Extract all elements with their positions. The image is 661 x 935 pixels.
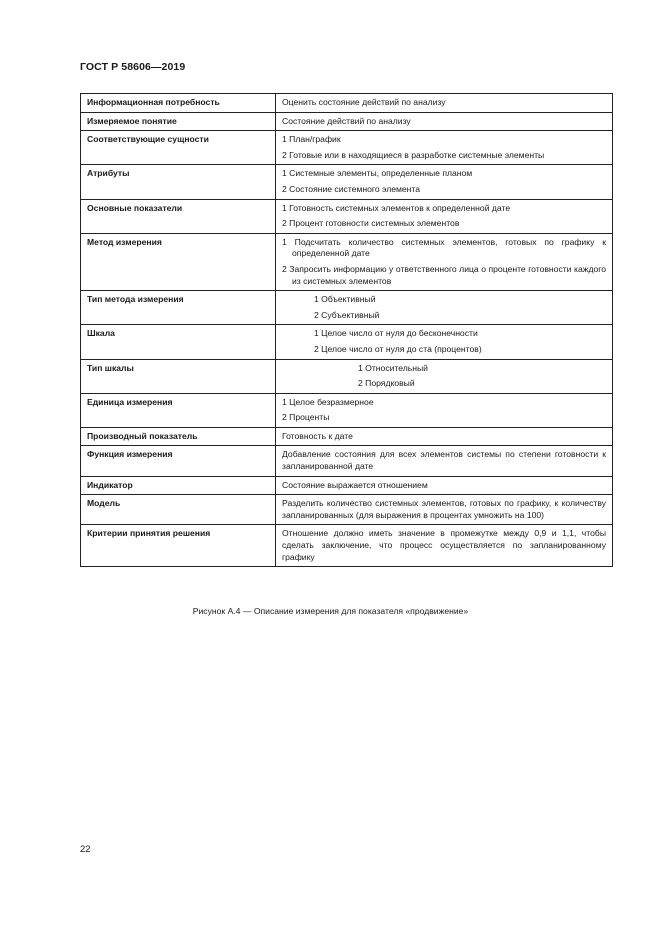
row-label: Критерии принятия решения xyxy=(81,525,276,567)
row-value-line: 2 Готовые или в находящиеся в разработке системные элементы xyxy=(282,149,545,160)
row-value-line: Состояние выражается отношением xyxy=(282,479,428,490)
row-value xyxy=(276,359,613,393)
row-value-line: 1 Объективный xyxy=(314,294,376,305)
row-value-line: 2 Состояние системного элемента xyxy=(282,183,421,194)
measurement-spec-table xyxy=(80,93,613,567)
row-value xyxy=(276,525,613,567)
row-value-line: 2 Запросить информацию у ответственного лица о проценте готовности каждого из системных элементов xyxy=(282,263,606,286)
table-row xyxy=(81,393,613,427)
row-value xyxy=(276,427,613,446)
row-value xyxy=(276,131,613,165)
table-row xyxy=(81,525,613,567)
row-label: Единица измерения xyxy=(81,393,276,427)
row-label: Информационная потребность xyxy=(81,94,276,113)
table-row xyxy=(81,94,613,113)
row-label: Модель xyxy=(81,495,276,525)
table-row xyxy=(81,199,613,233)
row-value-line: 1 Относительный xyxy=(358,362,428,373)
row-label: Тип шкалы xyxy=(81,359,276,393)
row-value-line: Оценить состояние действий по анализу xyxy=(282,97,446,107)
table-row xyxy=(81,325,613,359)
table-row xyxy=(81,233,613,290)
row-value-line: Готовность к дате xyxy=(282,430,353,441)
row-value-line: Отношение должно иметь значение в промежутке между 0,9 и 1,1, чтобы сделать заключение, что процесс осуществляется по запланированному графику xyxy=(282,528,606,562)
row-label: Шкала xyxy=(81,325,276,359)
row-label: Индикатор xyxy=(81,476,276,495)
row-value-line: 2 Проценты xyxy=(282,412,330,423)
row-label: Функция измерения xyxy=(81,446,276,476)
row-label: Тип метода измерения xyxy=(81,291,276,325)
row-value-line: Состояние действий по анализу xyxy=(282,115,411,126)
row-value xyxy=(276,393,613,427)
table-row xyxy=(81,446,613,476)
row-value-line: 1 Целое безразмерное xyxy=(282,396,374,407)
figure-caption: Рисунок А.4 — Описание измерения для показателя «продвижение» xyxy=(192,606,469,616)
row-value-line: 1 Целое число от нуля до бесконечности xyxy=(314,328,478,339)
row-value-line: 1 План/график xyxy=(282,134,341,145)
table-row xyxy=(81,427,613,446)
row-value xyxy=(276,446,613,476)
row-value-line: 2 Процент готовности системных элементов xyxy=(282,218,460,229)
row-value xyxy=(276,199,613,233)
row-value-line: 1 Готовность системных элементов к определенной дате xyxy=(282,202,511,213)
table-row xyxy=(81,112,613,131)
row-value xyxy=(276,476,613,495)
row-value-line: 1 Системные элементы, определенные планом xyxy=(282,168,473,179)
row-label: Метод измерения xyxy=(81,233,276,290)
row-value-line: Добавление состояния для всех элементов системы по степени готовности к запланированной дате xyxy=(282,449,606,472)
row-label: Основные показатели xyxy=(81,199,276,233)
table-row xyxy=(81,131,613,165)
row-value-line: 2 Порядковый xyxy=(358,378,415,389)
document-header: ГОСТ Р 58606—2019 xyxy=(80,61,186,73)
row-value xyxy=(276,291,613,325)
row-value-line: 2 Субъективный xyxy=(314,309,380,320)
row-value xyxy=(276,165,613,199)
row-label: Атрибуты xyxy=(81,165,276,199)
row-label: Измеряемое понятие xyxy=(81,112,276,131)
table-row xyxy=(81,359,613,393)
row-value xyxy=(276,495,613,525)
page-number: 22 xyxy=(80,844,91,855)
row-label: Соответствующие сущности xyxy=(81,131,276,165)
row-value xyxy=(276,325,613,359)
table-row xyxy=(81,476,613,495)
row-value-line: 2 Целое число от нуля до ста (процентов) xyxy=(314,343,482,354)
row-value xyxy=(276,94,613,113)
row-label: Производный показатель xyxy=(81,427,276,446)
table-row xyxy=(81,291,613,325)
row-value-line: Разделить количество системных элементов, готовых по графику, к количеству запланированных (для выражения в процентах умножить на 100) xyxy=(282,498,606,520)
row-value-line: 1 Подсчитать количество системных элементов, готовых по графику к определенной дате xyxy=(282,236,606,259)
row-value xyxy=(276,112,613,131)
row-value xyxy=(276,233,613,290)
table-row xyxy=(81,165,613,199)
table-row xyxy=(81,495,613,525)
